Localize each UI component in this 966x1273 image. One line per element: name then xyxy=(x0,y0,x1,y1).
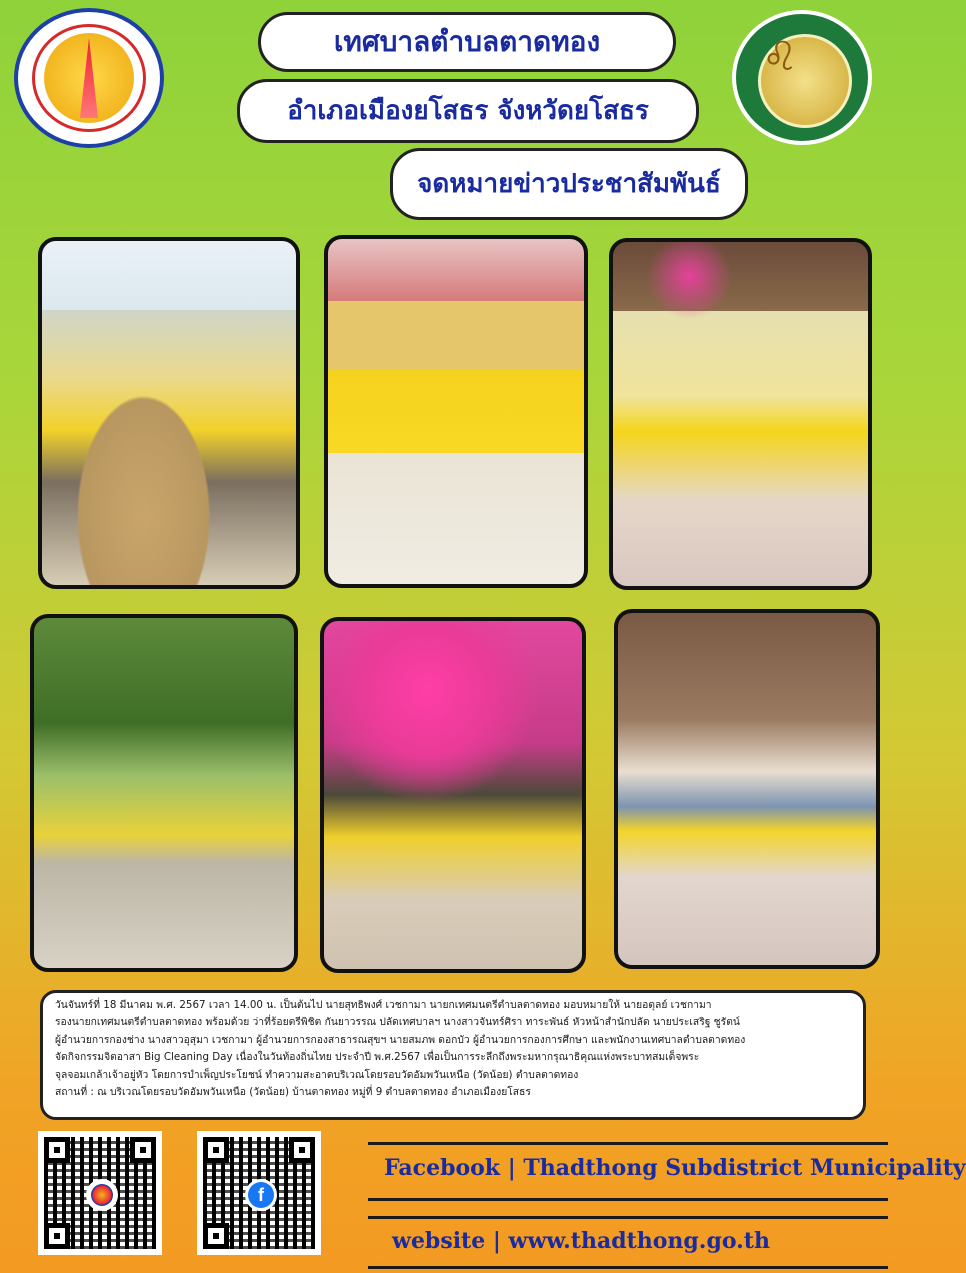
facebook-link[interactable]: Facebook | Thadthong Subdistrict Municipality xyxy=(384,1155,966,1181)
news-line: จัดกิจกรรมจิตอาสา Big Cleaning Day เนื่องในวันท้องถิ่นไทย ประจำปี พ.ศ.2567 เพื่อเป็นการระลึกถึงพระมหากรุณาธิคุณแห่งพระบาทสมเด็จพระ xyxy=(55,1051,700,1064)
qr-code-municipality[interactable] xyxy=(38,1131,162,1255)
news-line: วันจันทร์ที่ 18 มีนาคม พ.ศ. 2567 เวลา 14.00 น. เป็นต้นไป นายสุทธิพงศ์ เวชกามา นายกเทศมนตรีตำบลตาดทอง มอบหมายให้ นายอดุลย์ เวชกามา xyxy=(55,999,712,1011)
department-local-administration-logo xyxy=(732,10,872,145)
page-title: เทศบาลตำบลตาดทอง xyxy=(258,12,676,72)
divider-line xyxy=(368,1198,888,1201)
divider-line xyxy=(368,1266,888,1269)
news-line: รองนายกเทศมนตรีตำบลตาดทอง พร้อมด้วย ว่าที่ร้อยตรีพิชิต กันยาวรรณ ปลัดเทศบาลฯ นางสาวจันทร์ศิรา ทาระพันธ์ หัวหน้าสำนักปลัด นายประเสริฐ ชูรัตน์ xyxy=(55,1016,740,1029)
news-location: สถานที่ : ณ บริเวณโดยรอบวัดอัมพวันเหนือ (วัดน้อย) บ้านตาดทอง หมู่ที่ 9 ตำบลตาดทอง อำเภอเมืองยโสธร xyxy=(55,1086,531,1099)
district-title: อำเภอเมืองยโสธร จังหวัดยโสธร xyxy=(237,79,699,143)
qr-code-facebook[interactable] xyxy=(197,1131,321,1255)
photo-group-at-temple xyxy=(324,235,588,588)
qr-finder xyxy=(289,1137,315,1163)
qr-finder xyxy=(203,1223,229,1249)
newsletter-subtitle: จดหมายข่าวประชาสัมพันธ์ xyxy=(390,148,748,220)
news-line: จุลจอมเกล้าเจ้าอยู่หัว โดยการบำเพ็ญประโยชน์ ทำความสะอาดบริเวณโดยรอบวัดอัมพวันเหนือ (วัดน้อย) ตำบลตาดทอง xyxy=(55,1068,579,1081)
qr-finder xyxy=(44,1137,70,1163)
news-body xyxy=(40,990,866,1120)
municipality-logo xyxy=(14,8,164,148)
website-link[interactable]: website | www.thadthong.go.th xyxy=(392,1228,770,1254)
qr-finder xyxy=(44,1223,70,1249)
divider-line xyxy=(368,1216,888,1219)
municipality-logo-icon xyxy=(86,1179,118,1211)
photo-sweeping-flowers xyxy=(609,238,872,590)
facebook-icon: f xyxy=(245,1179,277,1211)
photo-sweeping-pergola xyxy=(614,609,880,969)
photo-sweeping-garbage xyxy=(38,237,300,589)
divider-line xyxy=(368,1142,888,1145)
qr-finder xyxy=(203,1137,229,1163)
qr-finder xyxy=(130,1137,156,1163)
news-line: ผู้อำนวยการกองช่าง นางสาวอุสุมา เวชกามา ผู้อำนวยการกองสาธารณสุขฯ นายสมภพ ดอกบัว ผู้อำนวยการกองการศึกษา และพนักงานเทศบาลตำบลตาดทอง xyxy=(55,1033,746,1046)
photo-sweeping-under-tree xyxy=(30,614,298,972)
photo-bougainvillea-sweeping xyxy=(320,617,586,973)
lion-emblem-icon: ♌ xyxy=(762,34,798,80)
